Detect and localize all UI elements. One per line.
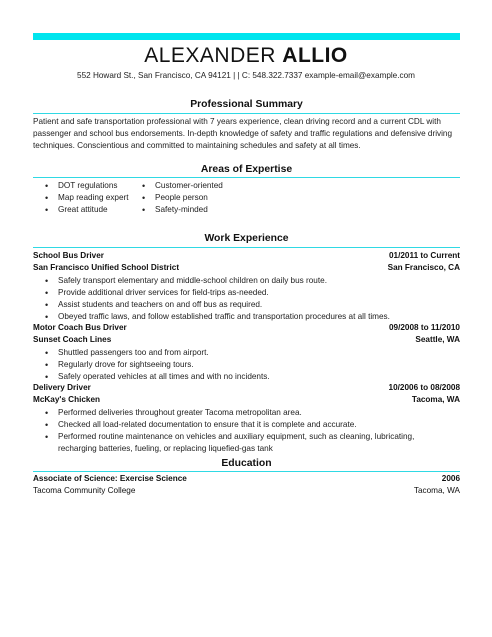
job-company-row (33, 263, 460, 275)
expertise-rule (33, 177, 460, 178)
education-school-row (33, 486, 460, 498)
first-name: ALEXANDER (144, 44, 276, 67)
summary-text: Patient and safe transportation professional with 7 years experience, clean driving record and a current CDL with passenger and school bus endorsements. In-depth knowledge of safety and traffic regulations and defensive driving techniques. Conscientious and committed to maintaining schedules and safety at all times. (33, 117, 453, 150)
list-item: • Shuttled passengers too and from airport. (45, 347, 455, 359)
education-header (33, 474, 460, 486)
job-company: McKay's Chicken (33, 395, 101, 404)
job-title: Delivery Driver (33, 383, 91, 392)
job-location: Seattle, WA (415, 335, 460, 344)
last-name: ALLIO (282, 44, 348, 67)
list-item: • Performed deliveries throughout greater Tacoma metropolitan area. (45, 407, 455, 419)
list-item: • Regularly drove for sightseeing tours. (45, 359, 455, 371)
job-company-row (33, 335, 460, 347)
school-location: Tacoma, WA (413, 486, 460, 495)
work-rule (33, 247, 460, 248)
list-item: • Safely transport elementary and middle-school children on daily bus route. (45, 275, 455, 287)
job-company: Sunset Coach Lines (33, 335, 112, 344)
list-item: • People person (142, 192, 223, 204)
contact-line: 552 Howard St., San Francisco, CA 94121 | | C: 548.322.7337 example-email@example.com (77, 71, 415, 80)
job-header (33, 323, 460, 335)
job-title: School Bus Driver (33, 251, 104, 260)
degree: Associate of Science: Exercise Science (33, 474, 187, 483)
job-bullets (45, 275, 455, 323)
education-title: Education (221, 458, 272, 469)
list-item: • Customer-oriented (142, 180, 223, 192)
job-dates: 09/2008 to 11/2010 (388, 323, 460, 332)
graduation-year: 2006 (441, 474, 460, 483)
list-item: • Assist students and teachers on and off bus as required. (45, 299, 455, 311)
list-item: • Checked all load-related documentation to ensure that it is complete and accurate. (45, 419, 455, 431)
job-header (33, 251, 460, 263)
job-location: Tacoma, WA (411, 395, 460, 404)
job-dates: 10/2006 to 08/2008 (388, 383, 460, 392)
top-accent-bar (33, 33, 460, 40)
list-item: • DOT regulations (45, 180, 129, 192)
list-item: • Performed routine maintenance on vehicles and auxiliary equipment, such as cleaning, lubricating, recharging batteries, fueling, or replacing liquefied-gas tank (45, 431, 455, 455)
job-bullets (45, 407, 455, 455)
list-item: • Great attitude (45, 204, 129, 216)
list-item: • Safely operated vehicles at all times and with no incidents. (45, 371, 455, 383)
job-title: Motor Coach Bus Driver (33, 323, 127, 332)
job-company: San Francisco Unified School District (33, 263, 180, 272)
list-item: • Safety-minded (142, 204, 223, 216)
expertise-title: Areas of Expertise (200, 164, 293, 175)
candidate-name (0, 44, 492, 68)
job-header (33, 383, 460, 395)
list-item: • Map reading expert (45, 192, 129, 204)
job-location: San Francisco, CA (387, 263, 460, 272)
expertise-column-2 (142, 180, 223, 217)
education-rule (33, 471, 460, 472)
expertise-column-1 (45, 180, 129, 217)
list-item: • Provide additional driver services for field-trips as-needed. (45, 287, 455, 299)
job-bullets (45, 347, 455, 383)
list-item: • Obeyed traffic laws, and follow established traffic and transportation procedures at all times. (45, 311, 455, 323)
work-title: Work Experience (204, 233, 289, 244)
school-name: Tacoma Community College (33, 486, 136, 495)
summary-rule (33, 113, 460, 114)
job-company-row (33, 395, 460, 407)
summary-title: Professional Summary (190, 99, 303, 110)
job-dates: 01/2011 to Current (389, 251, 460, 260)
